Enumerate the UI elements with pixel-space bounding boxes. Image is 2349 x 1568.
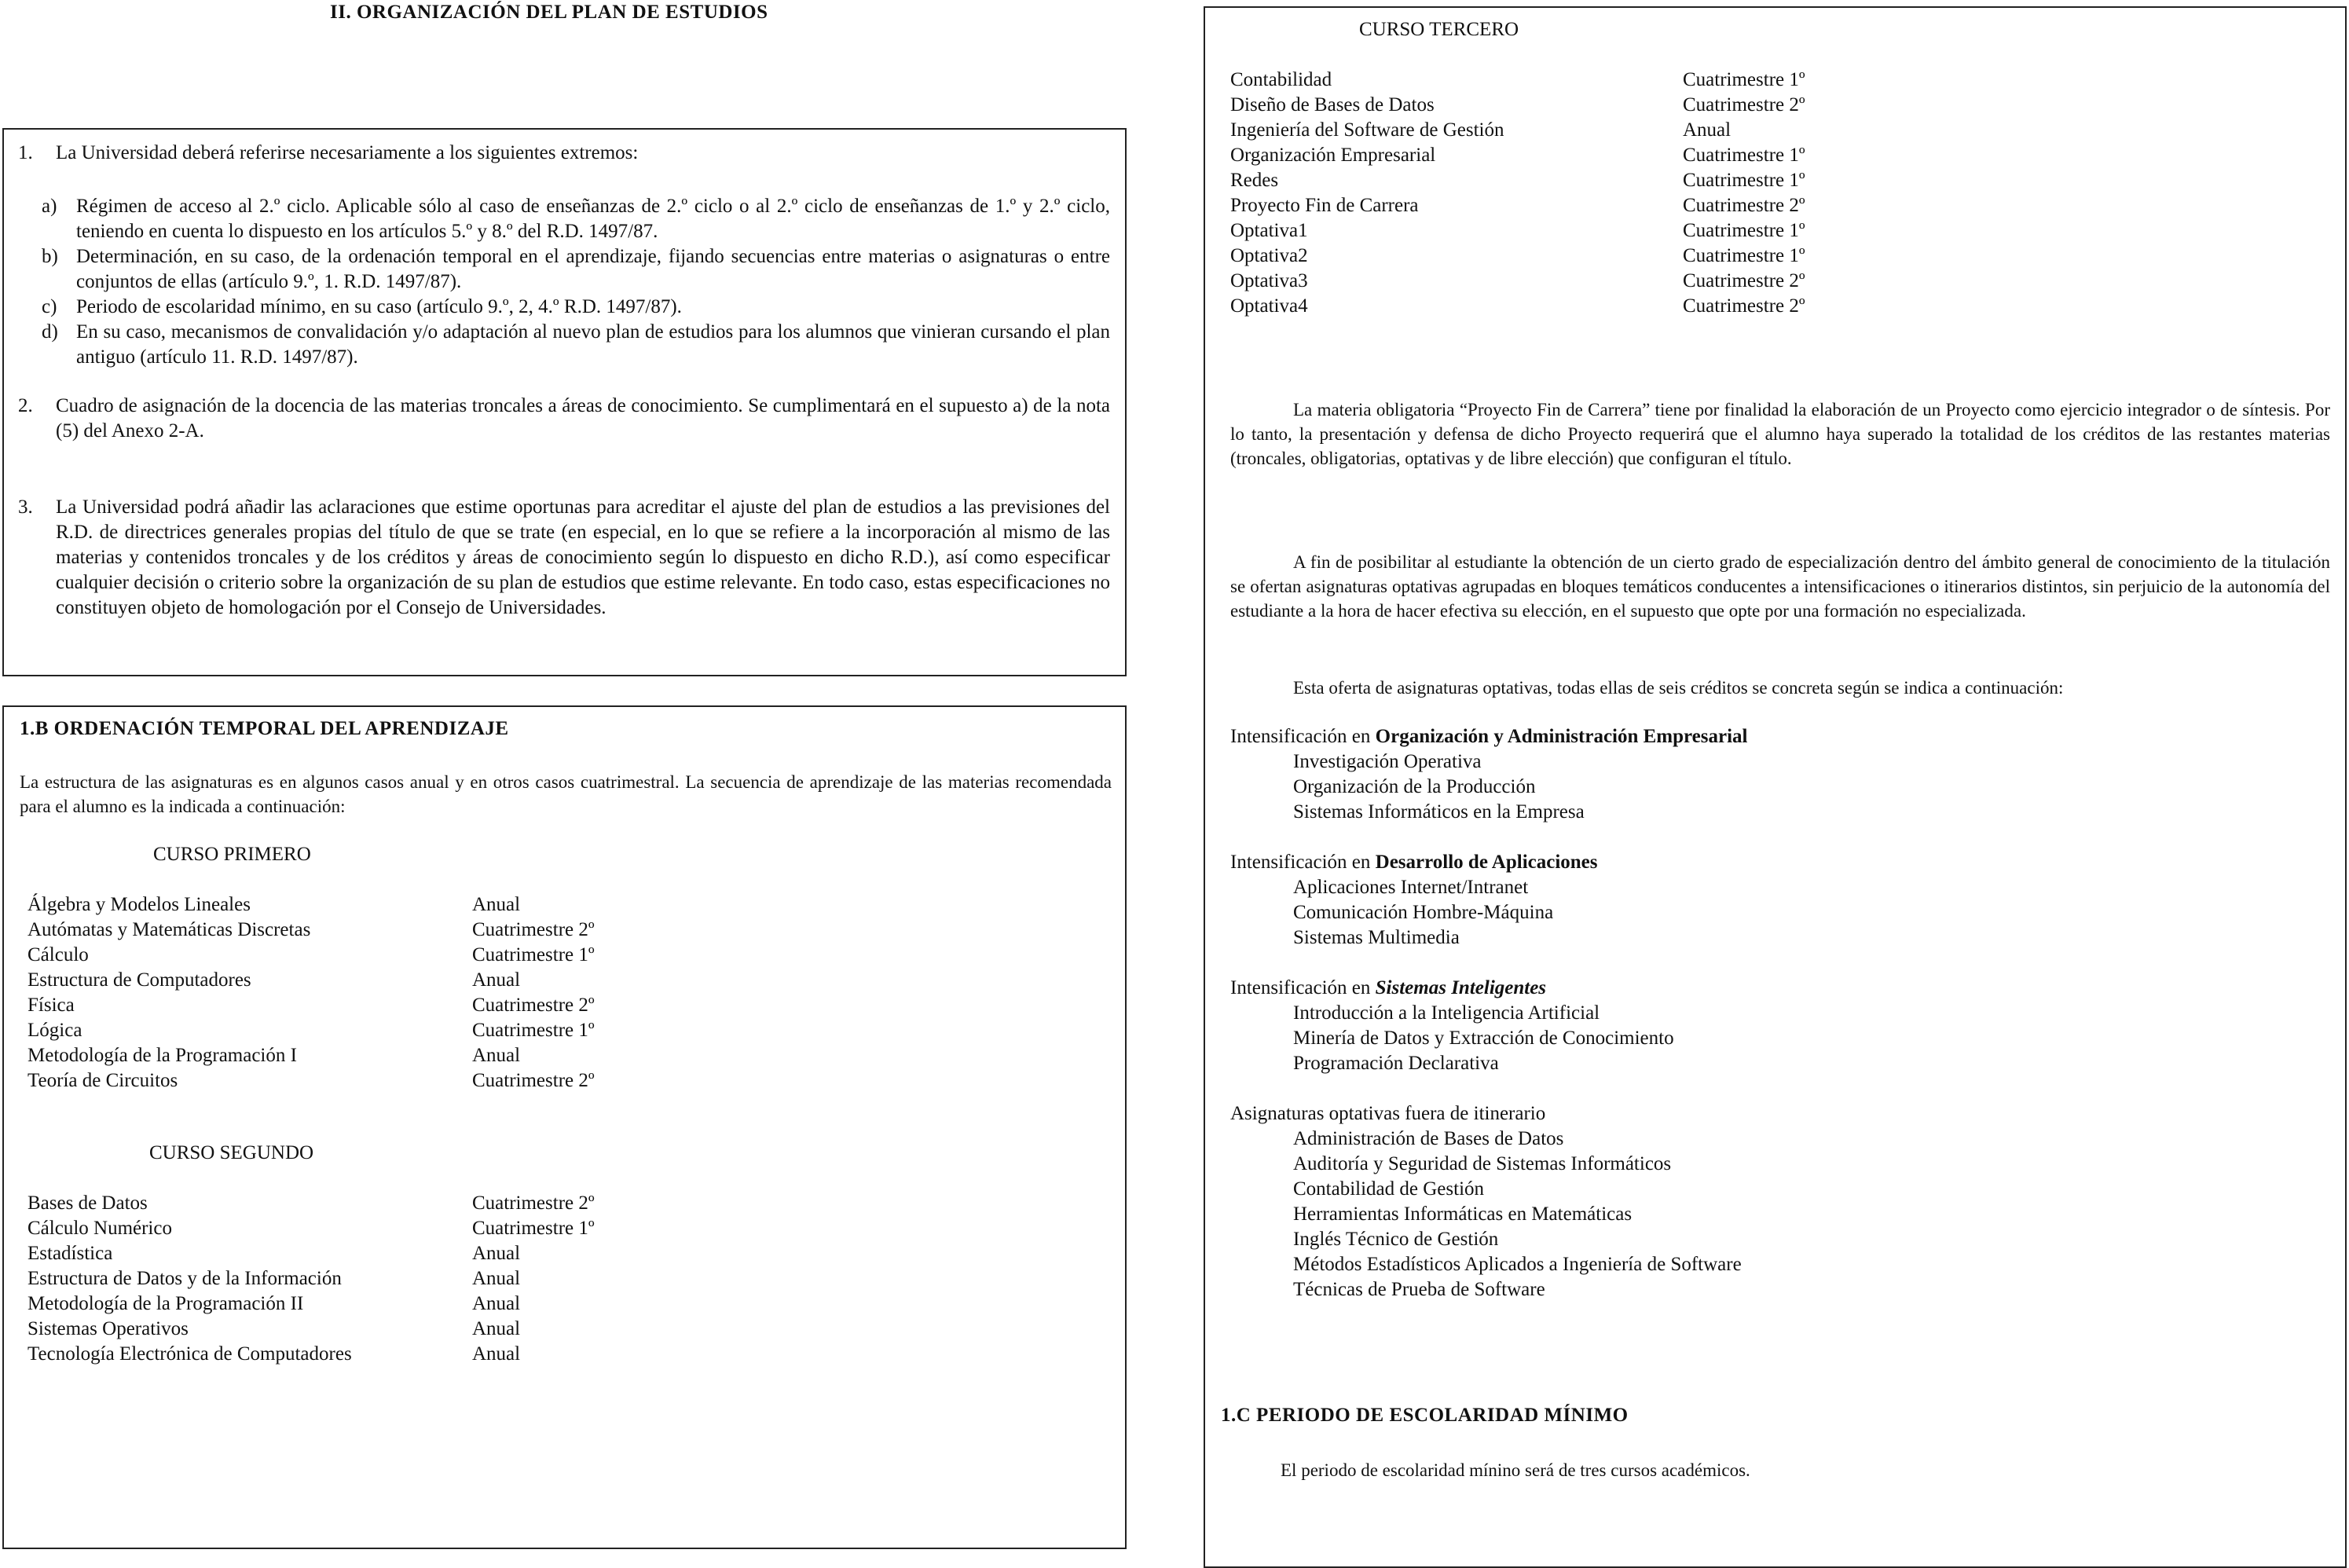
subject-period: Cuatrimestre 2º (1683, 94, 1805, 115)
subject-name: Diseño de Bases de Datos (1230, 94, 1435, 115)
intensification-prefix: Intensificación en (1230, 977, 1371, 998)
subject-name: Teoría de Circuitos (27, 1070, 178, 1091)
intensification-name: Organización y Administración Empresarial (1375, 726, 1748, 747)
item-number: 3. (18, 496, 33, 518)
subject-name: Organización Empresarial (1230, 145, 1436, 166)
subject-period: Cuatrimestre 1º (1683, 69, 1805, 90)
subject-row (1230, 118, 1937, 143)
specialization-paragraph: A fin de posibilitar al estudiante la obtención de un cierto grado de especialización dentro del ámbito general de conocimiento de la titulación se ofertan asignaturas optativas agrupadas en bloques temáticos conducentes a intensificaciones o itinerarios distintos, sin perjuicio de la autonomía del estudiante a la hora de hacer efectiva su elección, en el supuesto que opte por una formación no especializada. (1230, 552, 2330, 621)
subject-name: Metodología de la Programación I (27, 1045, 297, 1066)
subject-row (27, 1266, 735, 1291)
subject-row (27, 1068, 735, 1094)
subject-period: Anual (472, 1045, 521, 1066)
optional-subject: Técnicas de Prueba de Software (1293, 1279, 1545, 1300)
subject-period: Cuatrimestre 1º (1683, 145, 1805, 166)
subject-name: Metodología de la Programación II (27, 1293, 304, 1314)
optional-subject: Métodos Estadísticos Aplicados a Ingeniería de Software (1293, 1254, 1742, 1275)
optional-subject: Herramientas Informáticas en Matemáticas (1293, 1203, 1633, 1225)
subject-name: Estadística (27, 1243, 113, 1264)
optional-subject: Programación Declarativa (1293, 1053, 1499, 1074)
section-heading: 1.C PERIODO DE ESCOLARIDAD MÍNIMO (1221, 1405, 1629, 1426)
subject-name: Optativa4 (1230, 295, 1308, 317)
subject-name: Cálculo (27, 944, 89, 965)
subject-period: Anual (1683, 119, 1732, 141)
optional-subject: Administración de Bases de Datos (1293, 1128, 1564, 1149)
intensification-3-title (1230, 976, 1546, 1001)
course-title: CURSO TERCERO (1359, 19, 1519, 40)
item-number: 1. (18, 142, 33, 163)
subject-row (1230, 68, 1937, 93)
optional-subject: Minería de Datos y Extracción de Conocimiento (1293, 1028, 1674, 1049)
subject-name: Optativa1 (1230, 220, 1308, 241)
subject-period: Cuatrimestre 2º (1683, 295, 1805, 317)
subject-row (1230, 218, 1937, 244)
subject-row (1230, 168, 1937, 193)
intensification-prefix: Intensificación en (1230, 852, 1371, 873)
sub-item-c (42, 295, 1110, 320)
subject-period: Cuatrimestre 1º (1683, 220, 1805, 241)
subject-period: Cuatrimestre 2º (472, 1192, 595, 1214)
subject-period: Anual (472, 1293, 521, 1314)
optional-outside-title: Asignaturas optativas fuera de itinerario (1230, 1103, 1546, 1124)
subject-row (27, 968, 735, 993)
project-paragraph: La materia obligatoria “Proyecto Fin de Carrera” tiene por finalidad la elaboración de un Proyecto como ejercicio integrador o de síntesis. Por lo tanto, la presentación y defensa de dicho Proyecto requerirá que el alumno haya superado la totalidad de los créditos de las restantes materias (troncales, obligatorias, optativas y de libre elección) que configuran el título. (1230, 400, 2330, 468)
optional-subject: Aplicaciones Internet/Intranet (1293, 877, 1529, 898)
subject-row (27, 1216, 735, 1241)
intensification-2-list (1293, 875, 1553, 951)
subject-period: Anual (472, 1318, 521, 1339)
subject-row (1230, 93, 1937, 118)
optional-offer-paragraph: Esta oferta de asignaturas optativas, todas ellas de seis créditos se concreta según se indica a continuación: (1293, 678, 2064, 698)
subject-name: Autómatas y Matemáticas Discretas (27, 919, 311, 940)
subject-name: Bases de Datos (27, 1192, 148, 1214)
subject-period: Cuatrimestre 2º (472, 919, 595, 940)
instruction-text: Cuadro de asignación de la docencia de las materias troncales a áreas de conocimiento. Se cumplimentará en el supuesto a) de la nota (5) del Anexo 2-A. (56, 395, 1110, 441)
subject-row (27, 1191, 735, 1216)
minimum-period-text: El periodo de escolaridad mínino será de tres cursos académicos. (1281, 1460, 1750, 1480)
instruction-text: La Universidad podrá añadir las aclaraciones que estime oportunas para acreditar el ajuste del plan de estudios a las previsiones del R.D. de directrices generales propias del título de que se trate (en especial, en lo que se refiere a la incorporación al mismo de las materias y contenidos troncales y de los créditos y áreas de conocimiento según lo dispuesto en dicho R.D.), así como especificar cualquier decisión o criterio sobre la organización de su plan de estudios que estime relevante. En todo caso, estas especificaciones no constituyen objeto de homologación por el Consejo de Universidades. (56, 496, 1110, 618)
course-title: CURSO PRIMERO (153, 844, 311, 865)
subject-name: Lógica (27, 1020, 82, 1041)
instruction-3 (18, 495, 1110, 621)
subject-period: Anual (472, 969, 521, 991)
sub-item-label: a) (42, 196, 57, 217)
intensification-name: Sistemas Inteligentes (1375, 977, 1547, 998)
optional-subject: Investigación Operativa (1293, 751, 1482, 772)
page-title: II. ORGANIZACIÓN DEL PLAN DE ESTUDIOS (330, 2, 768, 23)
instructions-box (2, 128, 1127, 676)
section-heading: 1.B ORDENACIÓN TEMPORAL DEL APRENDIZAJE (20, 718, 509, 739)
subject-row (27, 918, 735, 943)
instruction-2 (18, 394, 1110, 444)
section-intro: La estructura de las asignaturas es en algunos casos anual y en otros casos cuatrimestral. La secuencia de aprendizaje de las materias recomendada para el alumno es la indicada a continuación: (20, 772, 1112, 816)
temporal-order-box (2, 705, 1127, 1549)
course-title: CURSO SEGUNDO (149, 1142, 314, 1163)
optional-outside-list (1293, 1127, 1742, 1302)
subject-name: Tecnología Electrónica de Computadores (27, 1343, 352, 1365)
subject-row (27, 1317, 735, 1342)
sub-item-label: b) (42, 246, 58, 267)
intensification-1-title (1230, 724, 1748, 749)
intensification-prefix: Intensificación en (1230, 726, 1371, 747)
course-1-list (27, 892, 735, 1094)
optional-subject: Organización de la Producción (1293, 776, 1536, 797)
subject-period: Cuatrimestre 2º (1683, 270, 1805, 291)
subject-period: Cuatrimestre 2º (472, 995, 595, 1016)
sub-item-b (42, 244, 1110, 295)
subject-period: Anual (472, 1343, 521, 1365)
subject-period: Cuatrimestre 2º (1683, 195, 1805, 216)
intensification-1-list (1293, 749, 1585, 825)
subject-period: Anual (472, 894, 521, 915)
optional-subject: Auditoría y Seguridad de Sistemas Informáticos (1293, 1153, 1672, 1174)
subject-period: Cuatrimestre 1º (472, 1218, 595, 1239)
subject-row (27, 1241, 735, 1266)
subject-name: Estructura de Datos y de la Información (27, 1268, 342, 1289)
subject-period: Cuatrimestre 1º (1683, 245, 1805, 266)
subject-name: Redes (1230, 170, 1279, 191)
subject-name: Optativa3 (1230, 270, 1308, 291)
subject-name: Álgebra y Modelos Lineales (27, 894, 251, 915)
sub-item-text: Régimen de acceso al 2.º ciclo. Aplicable sólo al caso de enseñanzas de 2.º ciclo o al 2.º ciclo de enseñanzas de 1.º y 2.º ciclo, teniendo en cuenta lo dispuesto en los artículos 5.º y 8.º del R.D. 1497/87. (76, 196, 1110, 242)
subject-name: Ingeniería del Software de Gestión (1230, 119, 1504, 141)
subject-name: Optativa2 (1230, 245, 1308, 266)
course-3-list (1230, 68, 1937, 319)
subject-period: Anual (472, 1243, 521, 1264)
optional-subject: Inglés Técnico de Gestión (1293, 1229, 1499, 1250)
optional-subject: Contabilidad de Gestión (1293, 1178, 1485, 1200)
sub-item-text: Determinación, en su caso, de la ordenación temporal en el aprendizaje, fijando secuencias entre materias o asignaturas o entre conjuntos de ellas (artículo 9.º, 1. R.D. 1497/87). (76, 246, 1110, 292)
subject-period: Cuatrimestre 1º (1683, 170, 1805, 191)
subject-row (27, 943, 735, 968)
subject-row (1230, 294, 1937, 319)
sub-item-d (42, 320, 1110, 370)
subject-name: Estructura de Computadores (27, 969, 251, 991)
subject-row (27, 1043, 735, 1068)
subject-row (27, 993, 735, 1018)
optional-subject: Sistemas Informáticos en la Empresa (1293, 801, 1585, 822)
subject-row (1230, 143, 1937, 168)
instruction-text: La Universidad deberá referirse necesariamente a los siguientes extremos: (56, 142, 639, 163)
subject-period: Cuatrimestre 1º (472, 1020, 595, 1041)
subject-name: Cálculo Numérico (27, 1218, 172, 1239)
intensification-2-title (1230, 850, 1598, 875)
sub-item-text: En su caso, mecanismos de convalidación y/o adaptación al nuevo plan de estudios para los alumnos que vinieran cursando el plan antiguo (artículo 11. R.D. 1497/87). (76, 321, 1110, 368)
subject-row (1230, 244, 1937, 269)
intensification-name: Desarrollo de Aplicaciones (1375, 852, 1598, 873)
sub-item-label: d) (42, 321, 58, 343)
subject-row (27, 1018, 735, 1043)
subject-period: Anual (472, 1268, 521, 1289)
subject-name: Proyecto Fin de Carrera (1230, 195, 1419, 216)
course-2-list (27, 1191, 735, 1367)
sub-item-label: c) (42, 296, 57, 317)
sub-item-a (42, 194, 1110, 244)
optional-subject: Introducción a la Inteligencia Artificial (1293, 1002, 1600, 1024)
subject-row (27, 892, 735, 918)
subject-row (27, 1291, 735, 1317)
item-number: 2. (18, 395, 33, 416)
sub-item-text: Periodo de escolaridad mínimo, en su caso (artículo 9.º, 2, 4.º R.D. 1497/87). (76, 296, 682, 317)
subject-name: Sistemas Operativos (27, 1318, 189, 1339)
subject-name: Contabilidad (1230, 69, 1332, 90)
optional-subject: Comunicación Hombre-Máquina (1293, 902, 1554, 923)
subject-row (1230, 269, 1937, 294)
intensification-3-list (1293, 1001, 1674, 1076)
subject-period: Cuatrimestre 2º (472, 1070, 595, 1091)
subject-name: Física (27, 995, 75, 1016)
subject-row (1230, 193, 1937, 218)
subject-row (27, 1342, 735, 1367)
optional-subject: Sistemas Multimedia (1293, 927, 1460, 948)
subject-period: Cuatrimestre 1º (472, 944, 595, 965)
right-panel-box (1204, 6, 2347, 1568)
